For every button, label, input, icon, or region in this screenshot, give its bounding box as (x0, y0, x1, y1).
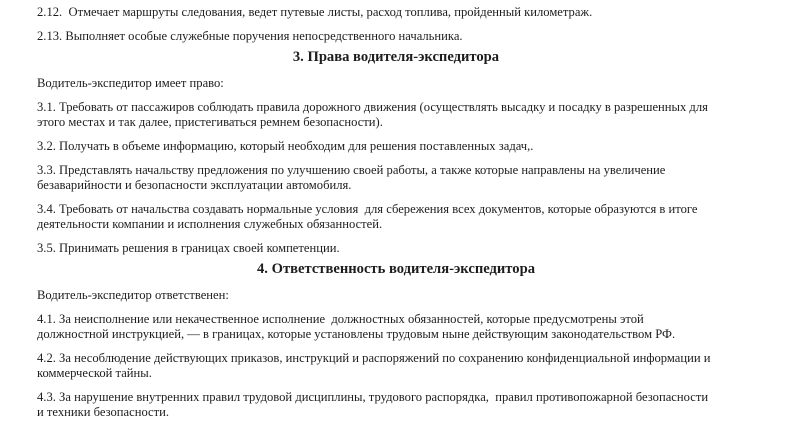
paragraph-line: Водитель-экспедитор имеет право: (37, 76, 224, 90)
paragraph-rights-intro (37, 76, 755, 91)
paragraph-line: 2.12. Отмечает маршруты следования, ведет путевые листы, расход топлива, пройденный километраж. (37, 5, 593, 19)
paragraph-line: 4.2. За несоблюдение действующих приказов, инструкций и распоряжений по сохранению конфиденциальной информации и (37, 351, 711, 365)
paragraph-3-2 (37, 139, 755, 154)
paragraph-line: 3.1. Требовать от пассажиров соблюдать правила дорожного движения (осуществлять высадку и посадку в разрешенных для (37, 100, 708, 114)
paragraph-line: коммерческой тайны. (37, 366, 152, 380)
paragraph-4-2 (37, 351, 755, 381)
paragraph-line: Водитель-экспедитор ответственен: (37, 288, 229, 302)
paragraph-line: безаварийности и безопасности эксплуатации автомобиля. (37, 178, 352, 192)
paragraph-4-1 (37, 312, 755, 342)
paragraph-3-1 (37, 100, 755, 130)
paragraph-3-5 (37, 241, 755, 256)
paragraph-line: должностной инструкцией, — в границах, которые установлены трудовым ныне действующим законодательством РФ. (37, 327, 676, 341)
paragraph-responsibility-intro (37, 288, 755, 303)
section-heading-responsibility: 4. Ответственность водителя-экспедитора (257, 261, 535, 277)
paragraph-line: деятельности компании и исполнения служебных обязанностей. (37, 217, 383, 231)
paragraph-3-4 (37, 202, 755, 232)
paragraph-line: 4.3. За нарушение внутренних правил трудовой дисциплины, трудового распорядка, правил противопожарной безопасности (37, 390, 709, 404)
paragraph-line: 3.5. Принимать решения в границах своей компетенции. (37, 241, 340, 255)
paragraph-line: 3.2. Получать в объеме информацию, который необходим для решения поставленных задач,. (37, 139, 534, 153)
paragraph-line: этого местах и так далее, пристегиваться ремнем безопасности). (37, 115, 383, 129)
paragraph-line: 4.1. За неисполнение или некачественное исполнение должностных обязанностей, которые предусмотрены этой (37, 312, 644, 326)
paragraph-line: 2.13. Выполняет особые служебные поручения непосредственного начальника. (37, 29, 463, 43)
paragraph-line: 3.3. Представлять начальству предложения по улучшению своей работы, а также которые направлены на увеличение (37, 163, 666, 177)
section-heading-rights: 3. Права водителя-экспедитора (292, 49, 500, 65)
paragraph-4-3 (37, 390, 755, 420)
paragraph-2-13 (37, 29, 755, 44)
paragraph-line: 3.4. Требовать от начальства создавать нормальные условия для сбережения всех документов, которые образуются в итоге (37, 202, 698, 216)
paragraph-3-3 (37, 163, 755, 193)
paragraph-line: и техники безопасности. (37, 405, 170, 419)
paragraph-2-12 (37, 5, 755, 20)
